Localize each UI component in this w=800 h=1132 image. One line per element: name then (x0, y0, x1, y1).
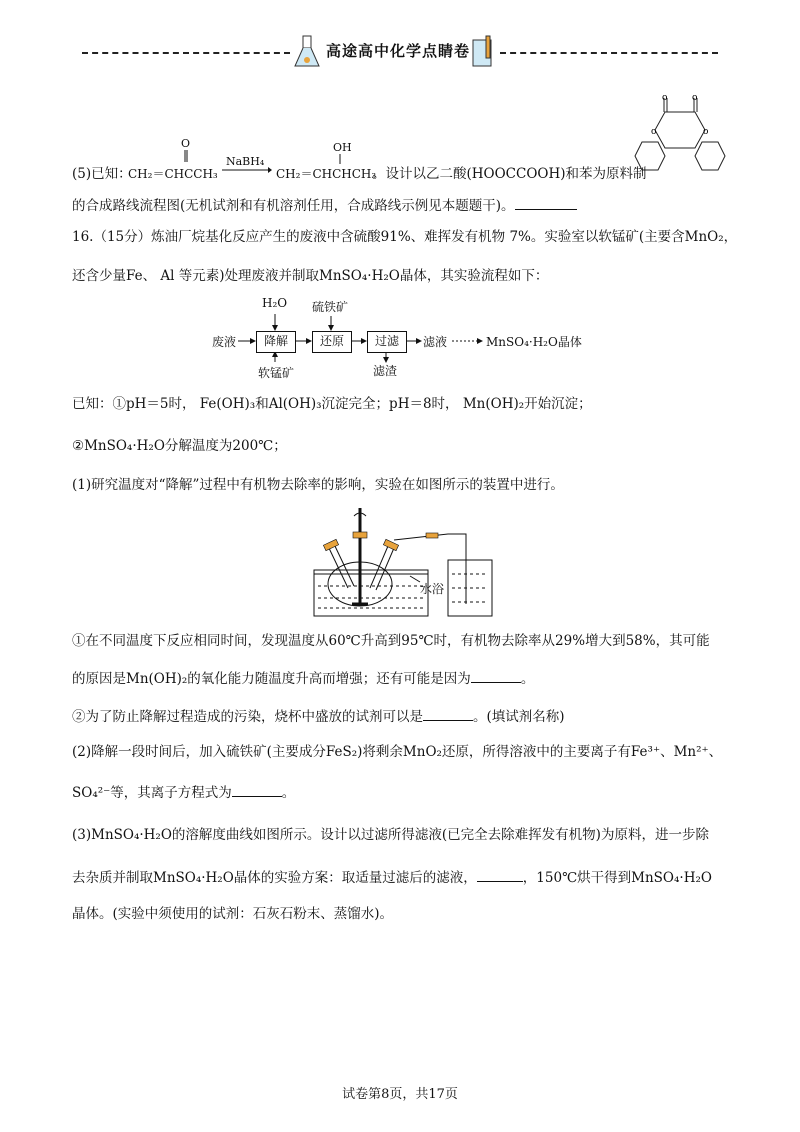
process-flow-diagram (200, 296, 620, 378)
header-dash-left (82, 52, 290, 54)
q5-line2 (72, 195, 577, 216)
q16-3-text-b: ，150℃烘干得到MnSO₄·H₂O (522, 870, 712, 886)
q16-3-line1: (3)MnSO₄·H₂O的溶解度曲线如图所示。设计以过滤所得滤液(已完全去除难挥发有机物)为原料，进一步除 (72, 827, 709, 843)
q5-reactant: CH₂＝CHCCH₃ (128, 167, 218, 181)
q16-1b-blank[interactable] (423, 706, 473, 721)
flow-step-degrade: 降解 (256, 331, 296, 353)
q16-known2: ②MnSO₄·H₂O分解温度为200℃； (72, 438, 287, 454)
page-footer: 试卷第8页，共17页 (342, 1087, 458, 1102)
q5-double-bond (184, 150, 188, 162)
q16-part1: (1)研究温度对“降解”过程中有机物去除率的影响，实验在如图所示的装置中进行。 (72, 477, 564, 493)
q16-1a-line2 (72, 668, 534, 689)
flow-step1-bottom: 软锰矿 (258, 366, 295, 380)
q16-2-text: SO₄²⁻等，其离子方程式为 (72, 785, 232, 801)
svg-text:o: o (692, 93, 698, 103)
beaker-icon (468, 34, 498, 70)
q16-3-text-a: 去杂质并制取MnSO₄·H₂O晶体的实验方案：取适量过滤后的滤液， (72, 870, 477, 886)
q16-1b-line (72, 706, 565, 727)
q5-carbonyl-o: O (181, 137, 191, 150)
svg-text:o: o (662, 93, 668, 103)
q16-1a-text: 的原因是Mn(OH)₂的氧化能力随温度升高而增强；还有可能是因为 (72, 671, 471, 687)
reaction-arrow (222, 166, 272, 174)
apparatus-diagram (308, 504, 508, 622)
q16-line2: 还含少量Fe、 Al 等元素)处理废液并制取MnSO₄·H₂O晶体，其实验流程如下： (72, 268, 549, 284)
q5-oh-bond (338, 154, 342, 164)
q16-2-line2 (72, 782, 295, 803)
flow-input: 废液 (212, 335, 237, 349)
flow-step1-top: H₂O (262, 296, 288, 310)
q16-3-blank[interactable] (477, 867, 523, 882)
q16-1a-end: 。 (520, 671, 535, 687)
flow-step-reduce: 还原 (312, 331, 352, 353)
q16-3-line3: 晶体。(实验中须使用的试剂：石灰石粉末、蒸馏水)。 (72, 906, 394, 922)
header-title: 高途高中化学点睛卷 (326, 42, 471, 60)
q16-1a-blank[interactable] (471, 668, 521, 683)
page-header (0, 30, 800, 80)
q16-known1: 已知：①pH＝5时， Fe(OH)₃和Al(OH)₃沉淀完全；pH＝8时， Mn(OH)₂开始沉淀； (72, 396, 592, 412)
flow-step3-bottom: 滤渣 (373, 364, 398, 378)
header-dash-right (500, 52, 718, 54)
q16-2-end: 。 (281, 785, 296, 801)
q16-2-line1: (2)降解一段时间后，加入硫铁矿(主要成分FeS₂)将剩余MnO₂还原，所得溶液中的主要离子有Fe³⁺、Mn²⁺、 (72, 744, 723, 760)
q16-1b-end: 。(填试剂名称) (473, 709, 565, 725)
flow-filtrate: 滤液 (423, 335, 448, 349)
q5-line2-text: 的合成路线流程图(无机试剂和有机溶剂任用，合成路线示例见本题题干)。 (72, 198, 515, 214)
q5-text-after: 。设计以乙二酸(HOOCCOOH)和苯为原料制 (372, 166, 647, 182)
q5-reagent: NaBH₄ (226, 155, 265, 168)
q16-1b-text: ②为了防止降解过程造成的污染，烧杯中盛放的试剂可以是 (72, 709, 423, 725)
q16-2-blank[interactable] (232, 782, 282, 797)
q16-1a-line1: ①在不同温度下反应相同时间，发现温度从60℃升高到95℃时，有机物去除率从29%增大到58%，其可能 (72, 633, 710, 649)
q16-3-line2 (72, 867, 712, 888)
q16-line1: 16.（15分）炼油厂烷基化反应产生的废液中含硫酸91%、难挥发有机物 7%。实验室以软锰矿(主要含MnO₂， (72, 229, 738, 245)
svg-text:o: o (651, 127, 657, 137)
water-bath-label: 水浴 (420, 582, 445, 596)
flask-icon (292, 34, 322, 70)
q5-answer-blank[interactable] (515, 195, 577, 210)
q5-prefix: (5)已知： (72, 166, 132, 182)
svg-text:o: o (703, 127, 709, 137)
flow-step-filter: 过滤 (367, 331, 407, 353)
flow-product: MnSO₄·H₂O晶体 (486, 335, 582, 349)
q5-hydroxyl: OH (333, 141, 352, 154)
q5-product: CH₂＝CHCHCH₃ (276, 167, 377, 181)
flow-step2-top: 硫铁矿 (312, 300, 349, 314)
